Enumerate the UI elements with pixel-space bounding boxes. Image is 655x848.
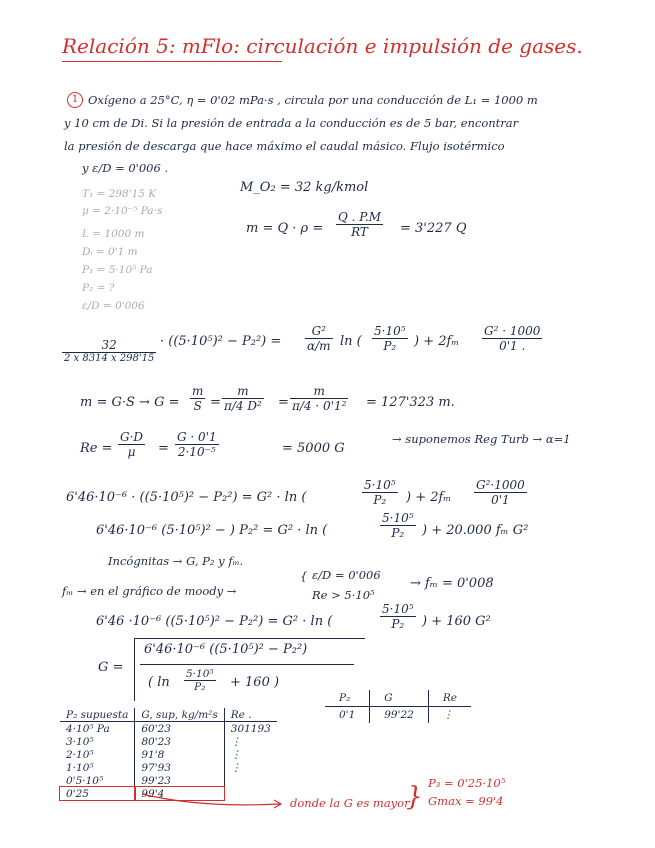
data-diameter: Dᵢ = 0'1 m <box>82 246 138 258</box>
re-eq-frac2 <box>175 430 219 459</box>
eq-a-num: 5·10⁵ <box>364 478 396 492</box>
cell-re: ⋮ <box>230 735 242 748</box>
energy-left-num: 32 <box>101 338 117 352</box>
cell-g: 91'8 <box>135 748 224 761</box>
problem-number-badge: 1 <box>67 92 83 108</box>
eq-a-num2: G²·1000 <box>476 478 525 492</box>
table-row <box>60 735 277 748</box>
table-row <box>60 761 277 774</box>
g-eq-frac3-num: m <box>313 384 325 398</box>
eq-a-den: P₂ <box>362 492 398 507</box>
cell-p2: 1·10⁵ <box>60 761 135 774</box>
energy-ln-den: P₂ <box>372 338 408 353</box>
col-g: G, sup, kg/m²s <box>135 708 224 722</box>
eq-b-num: 5·10⁵ <box>382 511 414 525</box>
energy-left-fraction <box>62 338 156 364</box>
eq-a-den2: 0'1 <box>474 492 527 507</box>
cell-re: ⋮ <box>230 761 242 774</box>
sqrt-den-num: 5·10⁵ <box>186 668 214 680</box>
secondary-table-header <box>325 690 471 707</box>
col-p2: P₂ supuesta <box>60 708 135 722</box>
eq-c-rhs: ) + 160 G² <box>422 614 491 629</box>
page-title: Relación 5: mFlo: circulación e impulsión de gases. <box>62 34 583 58</box>
re-eq-eq1: = <box>158 441 169 456</box>
arrow-note: donde la G es mayor <box>290 796 410 810</box>
moody-cond-2: Re > 5·10⁵ <box>312 588 375 602</box>
table-row <box>60 722 277 736</box>
data-viscosity: μ = 2·10⁻⁵ Pa·s <box>82 205 163 217</box>
eq-b-lhs: 6'46·10⁻⁶ (5·10⁵)² − ) P₂² = G² · ln ( <box>96 523 328 538</box>
sqrt-fraction-bar <box>140 664 354 665</box>
sqrt-den-b: + 160 ) <box>230 675 280 690</box>
data-roughness: ε/D = 0'006 <box>82 300 145 312</box>
energy-g-den: α/m <box>307 339 331 353</box>
cell-g: 97'93 <box>135 761 224 774</box>
col2-re: Re <box>428 690 471 707</box>
energy-g-fraction <box>305 324 333 353</box>
eq-c-den: P₂ <box>380 616 416 631</box>
cell-p2: 2·10⁵ <box>60 748 135 761</box>
mass-flow-lhs: m = Q · ρ = <box>246 221 324 236</box>
cell-g: 60'23 <box>135 722 224 736</box>
mass-flow-numerator: Q . P.M <box>338 210 382 224</box>
re-eq-frac2-den: 2·10⁻⁵ <box>175 444 219 459</box>
sqrt-den-den: P₂ <box>184 680 216 693</box>
problem-line-3: la presión de descarga que hace máximo el caudal másico. Flujo isotérmico <box>64 139 505 153</box>
re-eq-frac2-num: G · 0'1 <box>177 430 217 444</box>
eq-b-den: P₂ <box>380 525 416 540</box>
moody-cond-1: ε/D = 0'006 <box>312 568 381 582</box>
cell-p2: 0'5·10⁵ <box>60 774 135 787</box>
g-eq-frac3-den: π/4 · 0'1² <box>292 399 347 413</box>
eq-a-mid: ) + 2fₘ <box>406 490 452 505</box>
energy-ln: ln ( <box>340 334 362 349</box>
eq-b-rhs: ) + 20.000 fₘ G² <box>422 523 529 538</box>
g-eq-lhs: m = G·S → G = <box>80 395 180 410</box>
re-eq-frac1-num: G·D <box>120 430 144 444</box>
problem-line-4: y ε/D = 0'006 . <box>82 161 169 175</box>
table-row <box>60 748 277 761</box>
cell-g: 99'4 <box>135 787 224 800</box>
cell-re: ⋮ <box>230 748 242 761</box>
sqrt-numerator: 6'46·10⁻⁶ ((5·10⁵)² − P₂²) <box>144 642 308 657</box>
cell-re: 301193 <box>230 722 271 735</box>
moody-result: → fₘ = 0'008 <box>410 576 494 591</box>
energy-g-num: G² <box>311 324 326 338</box>
arrow-icon <box>140 786 300 816</box>
col2-g: G <box>370 690 429 707</box>
col-re: Re . <box>224 708 277 722</box>
g-eq-frac1-num: m <box>192 384 204 398</box>
unknowns: Incógnitas → G, P₂ y fₘ. <box>108 554 244 568</box>
result-brace: } <box>406 782 423 812</box>
eq-c-frac <box>380 602 416 631</box>
energy-f-num: G² · 1000 <box>484 324 541 338</box>
re-eq-note: → suponemos Reg Turb → α=1 <box>392 432 571 446</box>
cell-p2: 4·10⁵ Pa <box>60 722 135 736</box>
energy-f-fraction <box>482 324 542 353</box>
molar-mass: M_O₂ = 32 kg/kmol <box>240 180 369 195</box>
mass-flow-fraction <box>336 210 383 239</box>
g-eq-frac2-den: π/4 D² <box>224 399 262 413</box>
g-eq-frac2-num: m <box>237 384 249 398</box>
result-p3: P₃ = 0'25·10⁵ <box>428 776 506 790</box>
moody-text: fₘ → en el gráfico de moody → <box>62 584 237 598</box>
cell-g: 99'23 <box>135 774 224 787</box>
result-gmax: Gmax = 99'4 <box>428 794 504 808</box>
cell2-re: ⋮ <box>442 709 454 721</box>
mass-flow-rhs: = 3'227 Q <box>400 221 467 236</box>
energy-f-den: 0'1 . <box>482 338 542 353</box>
energy-ln-fraction <box>372 324 408 353</box>
problem-line-2: y 10 cm de Di. Si la presión de entrada a la conducción es de 5 bar, encontrar <box>64 116 519 130</box>
data-length: L = 1000 m <box>82 228 145 240</box>
sqrt-lhs: G = <box>98 660 124 675</box>
g-eq-frac1 <box>190 384 205 413</box>
eq-b-frac <box>380 511 416 540</box>
data-p1: P₁ = 5·10⁵ Pa <box>82 264 153 276</box>
eq-a-lhs: 6'46·10⁻⁶ · ((5·10⁵)² − P₂²) = G² · ln ( <box>66 490 307 505</box>
re-eq-frac1 <box>118 430 145 459</box>
energy-tail: ) + 2fₘ <box>414 334 460 349</box>
data-p2: P₂ = ? <box>82 282 115 294</box>
cell2-p2: 0'1 <box>325 707 370 724</box>
col2-p2: P₂ <box>325 690 370 707</box>
title-underline <box>62 61 282 62</box>
eq-a-frac <box>362 478 398 507</box>
moody-brace: { <box>300 569 308 583</box>
secondary-table <box>325 690 471 723</box>
energy-ln-num: 5·10⁵ <box>374 324 406 338</box>
table-row <box>325 707 471 724</box>
g-eq-rhs: = 127'323 m. <box>366 395 455 410</box>
re-eq-frac1-den: μ <box>118 444 145 459</box>
eq-c-num: 5·10⁵ <box>382 602 414 616</box>
data-temperature: T₁ = 298'15 K <box>82 188 157 200</box>
eq-a-frac2 <box>474 478 527 507</box>
sqrt-den-frac <box>184 668 216 693</box>
results-table-header <box>60 708 277 722</box>
problem-line-1: Oxígeno a 25°C, η = 0'02 mPa·s , circula por una conducción de L₁ = 1000 m <box>88 93 538 107</box>
g-eq-eq2: = <box>278 395 289 410</box>
g-eq-frac1-den: S <box>190 398 205 413</box>
energy-mid: · ((5·10⁵)² − P₂²) = <box>160 334 282 349</box>
eq-c-lhs: 6'46 ·10⁻⁶ ((5·10⁵)² − P₂²) = G² · ln ( <box>96 614 333 629</box>
g-eq-frac2 <box>222 384 264 413</box>
mass-flow-denominator: RT <box>336 224 383 239</box>
cell-p2: 0'25 <box>60 787 135 800</box>
sqrt-den-a: ( ln <box>148 675 170 690</box>
re-eq-rhs: = 5000 G <box>282 441 345 456</box>
g-eq-frac3 <box>290 384 348 413</box>
g-eq-eq1: = <box>210 395 221 410</box>
re-eq-lhs: Re = <box>80 441 113 456</box>
cell-p2: 3·10⁵ <box>60 735 135 748</box>
energy-left-den: 2 x 8314 x 298'15 <box>64 353 155 364</box>
cell2-g: 99'22 <box>370 707 429 724</box>
cell-g: 80'23 <box>135 735 224 748</box>
